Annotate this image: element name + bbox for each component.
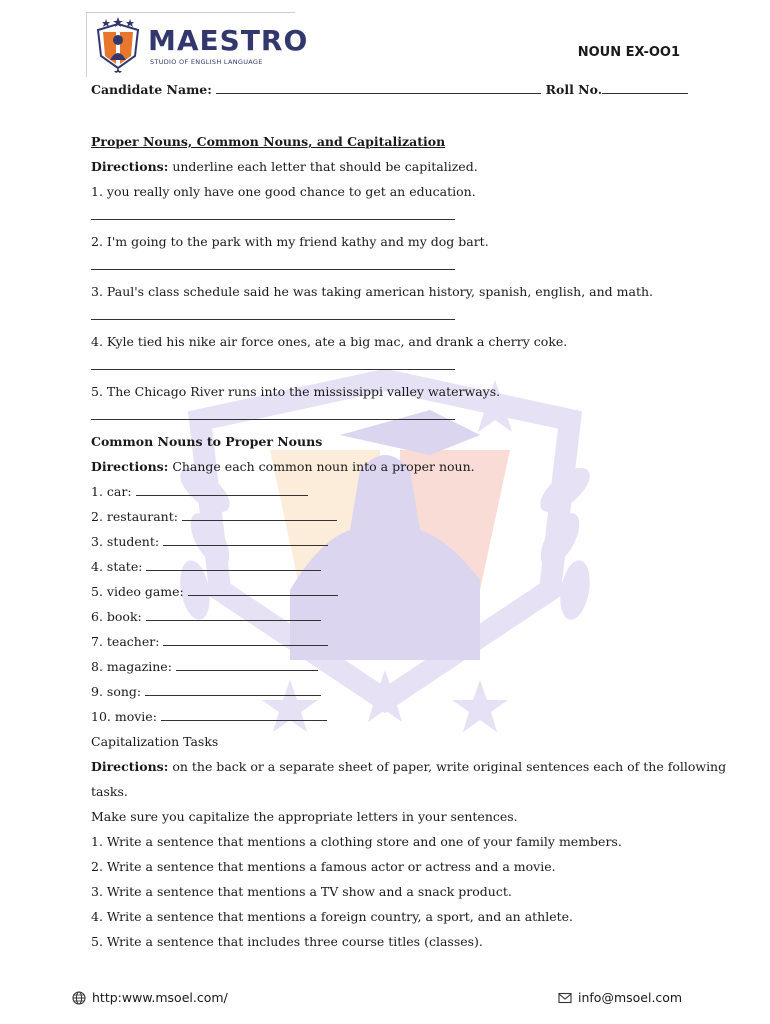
task-item-2: 2. Write a sentence that mentions a famous actor or actress and a movie. [91,859,556,874]
section3-title: Capitalization Tasks [91,734,219,749]
section1-directions-label: Directions: [91,159,169,174]
email-link[interactable]: info@msoel.com [578,990,683,1005]
section2-title: Common Nouns to Proper Nouns [91,434,323,449]
noun-item-teacher [91,629,691,654]
answer-line-4[interactable] [91,354,691,379]
sentence-item-4: 4. Kyle tied his nike air force ones, ate a big mac, and drank a cherry coke. [91,334,568,349]
noun-item-song [91,679,691,704]
section1-title: Proper Nouns, Common Nouns, and Capitalization [91,134,446,149]
task-item-5: 5. Write a sentence that includes three course titles (classes). [91,934,483,949]
task-item-3: 3. Write a sentence that mentions a TV show and a snack product. [91,884,512,899]
noun-answer-field[interactable] [145,683,321,696]
candidate-name-field[interactable] [216,81,541,94]
globe-icon [72,991,86,1005]
candidate-row [91,80,691,100]
task-item-1: 1. Write a sentence that mentions a clothing store and one of your family members. [91,834,622,849]
noun-answer-field[interactable] [182,508,337,521]
sentence-item-2: 2. I'm going to the park with my friend kathy and my dog bart. [91,234,489,249]
brand-name: MAESTRO [148,24,309,57]
website-link[interactable]: http:www.msoel.com/ [92,990,228,1005]
noun-answer-field[interactable] [163,533,328,546]
worksheet-body [91,80,727,954]
section3-directions-text: on the back or a separate sheet of paper, write original sentences each of the following [168,759,727,774]
footer-email[interactable] [558,990,682,1005]
answer-line-5[interactable] [91,404,691,429]
noun-answer-field[interactable] [161,708,327,721]
noun-label: 7. teacher: [91,634,160,649]
section1-directions [91,154,691,179]
section2-directions [91,454,691,479]
noun-label: 4. state: [91,559,143,574]
answer-line-3[interactable] [91,304,691,329]
noun-label: 5. video game: [91,584,184,599]
section3-directions [91,754,727,779]
section3-note: Make sure you capitalize the appropriate letters in your sentences. [91,809,518,824]
noun-answer-field[interactable] [146,558,321,571]
answer-line-2[interactable] [91,254,691,279]
noun-item-video-game [91,579,691,604]
noun-answer-field[interactable] [136,483,308,496]
noun-answer-field[interactable] [176,658,318,671]
noun-label: 1. car: [91,484,132,499]
noun-label: 10. movie: [91,709,157,724]
task-item-4: 4. Write a sentence that mentions a foreign country, a sport, and an athlete. [91,909,574,924]
answer-line-1[interactable] [91,204,691,229]
noun-label: 8. magazine: [91,659,172,674]
maestro-logo-icon [92,16,144,74]
noun-item-movie [91,704,691,729]
noun-item-student [91,529,691,554]
candidate-name-label: Candidate Name: [91,82,212,97]
noun-item-car [91,479,691,504]
noun-item-restaurant [91,504,691,529]
section2-directions-text: Change each common noun into a proper noun. [168,459,475,474]
mail-icon [558,992,572,1004]
noun-item-book [91,604,691,629]
sentence-item-1: 1. you really only have one good chance to get an education. [91,184,476,199]
section3-directions-cont: tasks. [91,784,128,799]
noun-label: 2. restaurant: [91,509,178,524]
noun-label: 3. student: [91,534,160,549]
noun-label: 9. song: [91,684,142,699]
noun-item-magazine [91,654,691,679]
section1-directions-text: underline each letter that should be capitalized. [168,159,478,174]
sentence-item-3: 3. Paul's class schedule said he was taking american history, spanish, english, and math. [91,284,653,299]
roll-no-label: Roll No. [545,82,603,97]
footer-website[interactable] [72,990,228,1005]
section3-directions-label: Directions: [91,759,169,774]
brand-subtitle: STUDIO OF ENGLISH LANGUAGE [150,58,263,66]
sentence-item-5: 5. The Chicago River runs into the mississippi valley waterways. [91,384,501,399]
noun-item-state [91,554,691,579]
document-code: NOUN EX-OO1 [577,45,680,60]
noun-answer-field[interactable] [163,633,328,646]
noun-answer-field[interactable] [188,583,338,596]
noun-answer-field[interactable] [146,608,321,621]
roll-no-field[interactable] [602,81,688,94]
section2-directions-label: Directions: [91,459,169,474]
noun-label: 6. book: [91,609,142,624]
